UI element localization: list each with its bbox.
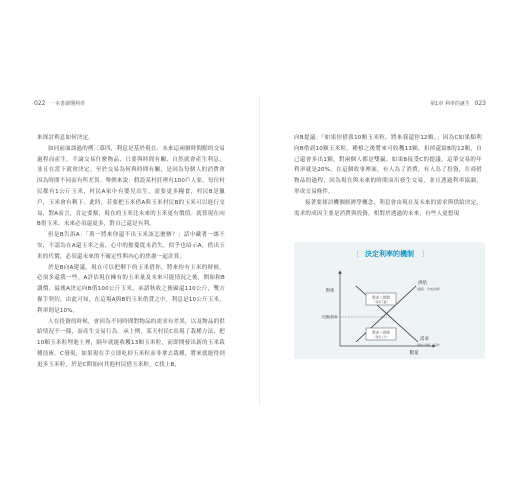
right-paragraph: 向B提議：「如果你借我10顆玉米粒，將來我還你12顆。」因為C如果順利向B借到10顆玉米粒，種植之後將來可收穫13顆，扣掉還給B的12顆，自己還會多出1顆，對兩個人都是雙贏。如果B接受C的提議，這筆交易的年利率就是20%，在這個故事裡面，有人為了消費，有人為了投資，在商借物品的過程，因為現在與未來的時間而出發生交易，並且透過利率協調，形成交易條件。 bbox=[294, 135, 482, 195]
figure-title: 決定利率的機制 bbox=[365, 250, 414, 258]
right-paragraph: 接著要探討機個經濟學概念，利息會由現在及未來的需求與供給決定，需求的成因主要是消費與投資，相對於透過的未來，有些人更想現 bbox=[294, 199, 482, 217]
right-page-header bbox=[430, 100, 486, 107]
demand-label: 需求 bbox=[420, 337, 429, 342]
demand-sublabel: （現在消費、投資） bbox=[415, 343, 443, 347]
left-paragraph: 如同前面談過的例三慕四，利息是基於現在、未來這兩個時間點的交易過程而產生。不論交易什麼物品，只要與時間有關，自然就會產生利息，並且在當下就會決定。至於交易為何與時間有關，是因為每個人的消費會因為時間不同而有所差異。舉例來說：假設某村莊裡有100戶人家，每位村民都有1公斤玉米，村民A家中有嬰兒出生，需要更多糧食，村民B是獵戶，玉米會有剩下。此時，若要把玉米借A與玉米村民B的玉米可以進行交易，對A而言，肯定要幫，現在的玉米比未來的玉米更有價值。就算現在向B借玉米，未來必須還更多，對自己還是有利。 bbox=[37, 145, 225, 228]
chapter-label: 第1章 bbox=[430, 101, 444, 107]
x-axis-label: 數量 bbox=[409, 351, 419, 356]
right-page-number: 023 bbox=[474, 100, 486, 107]
shortage-box-line1: 需求＞供給 bbox=[372, 330, 390, 335]
left-paragraph: 於是B向A建議，現在可以把剩下的玉米借你，將來你有玉米的時候，必須多還我一些。A評估現在擁有的玉米量及未來可能情況之後，開始和B講價，最後A決定向B借100公斤玉米，承諾秋收之後歸還110公斤，雙方握手契約，由此可知，在這場A與B的玉米借貸之中，利息是10公斤玉米，利率則是10%。 bbox=[37, 264, 225, 314]
figure-title-bracket-right: 〕 bbox=[422, 250, 429, 258]
y-axis-label: 利率 bbox=[325, 289, 335, 294]
supply-sublabel: （儲蓄、未來消費） bbox=[415, 287, 443, 291]
equilibrium-label: 均衡利率 bbox=[322, 314, 338, 320]
right-page bbox=[260, 0, 520, 500]
surplus-box-line1: 需求＜供給 bbox=[372, 295, 390, 300]
interest-rate-figure bbox=[294, 242, 485, 359]
supply-label: 供給 bbox=[418, 281, 427, 286]
chapter-title: 利率的誕生 bbox=[444, 101, 470, 107]
shortage-box-line2: （利率上升） bbox=[372, 335, 390, 339]
surplus-box-line2: （利率下跌） bbox=[372, 300, 390, 304]
supply-demand-diagram bbox=[294, 242, 485, 359]
left-page-header bbox=[34, 100, 85, 107]
left-paragraph: 來探討利息如何決定。 bbox=[37, 135, 95, 141]
figure-title-bracket-left: 〔 bbox=[352, 250, 359, 258]
left-paragraph: 人在投資的時候，會因為不同時間對物品的需求有差異，以及物品的供給情況不一樣，而產生交易行為。承上例，某天村民C出現了栽種方法，把10顆玉米粒埋進土裡，隔年就能收穫13顆玉米粒，而即開發出新的玉米栽種技術。C發現，如果現在手立即吃掉玉米粒而非拿去栽種，將來就能得到更多玉米粒，於是C開始向其他村民借玉米粒。C找上B， bbox=[37, 318, 225, 368]
book-title: 一本書讀懂利率 bbox=[50, 101, 86, 107]
right-body-text bbox=[294, 133, 482, 219]
left-body-text bbox=[37, 133, 225, 371]
left-paragraph: 但是B告訴A：「萬一將來你還不出玉米該怎麼辦？」話中藏著一絲不安，不認為在A還玉米之前，心中的擔憂從未消失，似乎也暗示A，借出玉米的代價，必須還未來的不確定性與內心的焦慮一起計算。 bbox=[37, 232, 225, 260]
left-page-number: 022 bbox=[34, 100, 46, 107]
